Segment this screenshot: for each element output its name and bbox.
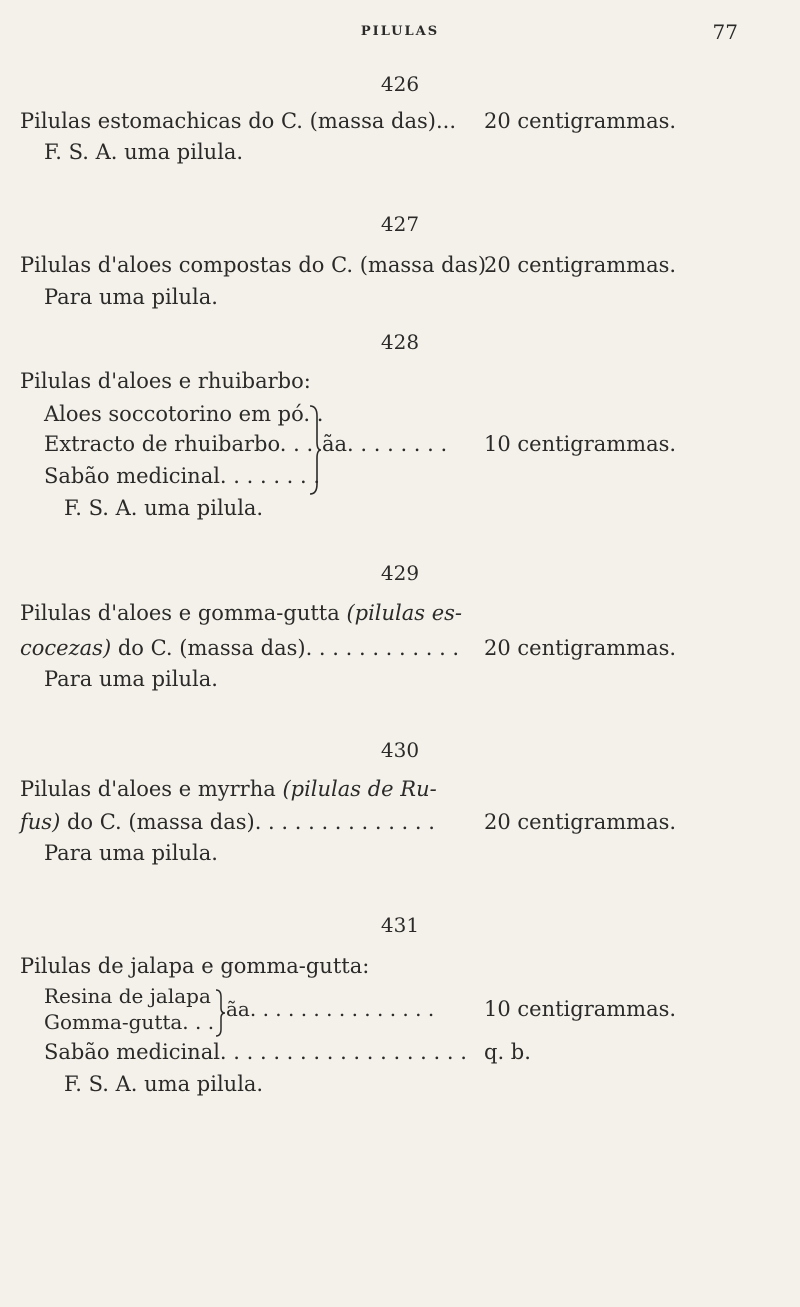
recipe-431-instruction: F. S. A. uma pilula. [64,1072,264,1096]
recipe-428-ingredient-3: Sabão medicinal. . . . . . . . [44,464,321,488]
recipe-428-instruction: F. S. A. uma pilula. [64,496,264,520]
recipe-number-428: 428 [380,330,420,354]
recipe-431-brace [214,988,226,1038]
recipe-426-instruction: F. S. A. uma pilula. [44,140,244,164]
recipe-number-426: 426 [380,72,420,96]
recipe-number-429: 429 [380,561,420,585]
recipe-number-430: 430 [380,738,420,762]
recipe-430-title-line-1: Pilulas d'aloes e myrrha (pilulas de Ru- [20,777,437,801]
recipe-426-title: Pilulas estomachicas do C. (massa das)... [20,109,456,133]
recipe-428-title: Pilulas d'aloes e rhuibarbo: [20,369,311,393]
recipe-428-ingredient-1: Aloes soccotorino em pó. . [44,402,324,426]
recipe-431-title: Pilulas de jalapa e gomma-gutta: [20,954,370,978]
recipe-429-amount: 20 centigrammas. [484,636,677,660]
recipe-430-title-line-2: fus) do C. (massa das). . . . . . . . . . . . . . [20,810,435,834]
recipe-427-title: Pilulas d'aloes compostas do C. (massa das) [20,253,487,277]
recipe-429-instruction: Para uma pilula. [44,667,218,691]
recipe-429-title-line-1: Pilulas d'aloes e gomma-gutta (pilulas es- [20,601,463,625]
recipe-431-aa: ãa. . . . . . . . . . . . . . . [226,997,435,1021]
recipe-431-amount: 10 centigrammas. [484,997,677,1021]
recipe-431-ingredient-3: Sabão medicinal. . . . . . . . . . . . . . . . . . . [44,1040,467,1064]
recipe-430-instruction: Para uma pilula. [44,841,218,865]
page-number: 77 [712,20,738,44]
recipe-430-amount: 20 centigrammas. [484,810,677,834]
recipe-428-aa: ãa. . . . . . . . [322,432,448,456]
recipe-number-427: 427 [380,212,420,236]
recipe-431-amount-2: q. b. [484,1040,531,1064]
recipe-426-amount: 20 centigrammas. [484,109,677,133]
recipe-427-instruction: Para uma pilula. [44,285,218,309]
recipe-427-amount: 20 centigrammas. [484,253,677,277]
recipe-number-431: 431 [380,913,420,937]
recipe-431-ingredient-1: Resina de jalapa [44,984,211,1008]
recipe-428-amount: 10 centigrammas. [484,432,677,456]
recipe-428-ingredient-2: Extracto de rhuibarbo. . . [44,432,314,456]
recipe-431-ingredient-2: Gomma-gutta. . . [44,1010,215,1034]
running-head: PILULAS [360,24,440,39]
recipe-429-title-line-2: cocezas) do C. (massa das). . . . . . . . . . . . [20,636,460,660]
